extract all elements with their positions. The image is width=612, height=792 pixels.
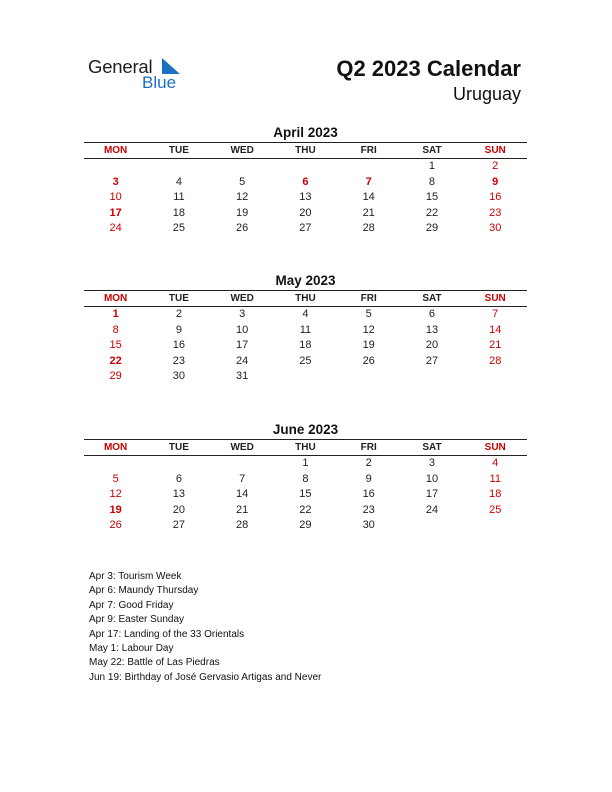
weekday-fri: FRI — [360, 145, 377, 156]
day-cell: 23 — [172, 354, 186, 367]
day-cell: 1 — [302, 457, 309, 469]
day-cell: 25 — [299, 354, 312, 367]
day-cell: 14 — [236, 488, 249, 500]
day-cell: 22 — [425, 206, 439, 219]
holiday-day-cell: 17 — [109, 206, 122, 219]
day-cell: 10 — [425, 472, 439, 485]
holiday-day-cell: 1 — [112, 308, 119, 320]
weekday-tue: TUE — [168, 442, 189, 453]
month-june — [84, 421, 527, 534]
day-cell: 11 — [299, 323, 312, 336]
day-cell: 20 — [425, 339, 439, 351]
empty-day-cell — [464, 369, 527, 385]
holiday-item: Jun 19: Birthday of José Gervasio Artigas and Never — [89, 671, 322, 683]
day-cell: 24 — [236, 354, 249, 367]
day-cell: 20 — [172, 503, 186, 516]
weekday-thu: THU — [295, 293, 316, 304]
logo — [88, 56, 188, 96]
weekday-sun: SUN — [484, 145, 506, 156]
day-cell: 17 — [425, 488, 439, 500]
weekday-mon: MON — [103, 442, 128, 453]
day-cell: 17 — [236, 339, 249, 351]
day-cell: 30 — [172, 370, 186, 382]
day-cell: 10 — [109, 191, 122, 203]
day-cell: 18 — [489, 488, 502, 500]
day-cell: 29 — [109, 370, 122, 382]
day-cell: 12 — [236, 191, 249, 203]
weekday-wed: WED — [230, 442, 254, 453]
day-cell: 10 — [236, 323, 249, 336]
day-cell: 2 — [365, 457, 372, 469]
day-cell: 24 — [109, 222, 122, 234]
day-cell: 2 — [492, 160, 499, 172]
week-row — [84, 456, 527, 472]
day-cell: 8 — [302, 472, 309, 485]
day-cell: 31 — [236, 370, 249, 382]
empty-day-cell — [274, 369, 337, 385]
day-cell: 2 — [175, 308, 182, 320]
empty-day-cell — [84, 456, 147, 472]
empty-day-cell — [400, 518, 463, 534]
day-cell: 28 — [489, 354, 502, 367]
day-cell: 27 — [425, 354, 439, 367]
holiday-item: Apr 6: Maundy Thursday — [89, 585, 199, 597]
day-cell: 24 — [425, 503, 439, 516]
week-row — [84, 338, 527, 354]
weekday-sat: SAT — [422, 293, 442, 304]
week-row — [84, 369, 527, 385]
day-cell: 21 — [236, 503, 249, 516]
week-row — [84, 159, 527, 175]
day-cell: 7 — [239, 472, 246, 485]
day-cell: 13 — [425, 323, 439, 336]
holiday-item: Apr 7: Good Friday — [89, 599, 174, 611]
day-cell: 26 — [236, 222, 249, 234]
holiday-item: May 22: Battle of Las Piedras — [89, 657, 220, 669]
country-name: Uruguay — [452, 84, 521, 104]
day-cell: 27 — [299, 222, 312, 234]
day-cell: 16 — [489, 191, 502, 203]
day-cell: 4 — [492, 457, 499, 469]
weekday-header-row — [84, 142, 527, 159]
day-cell: 18 — [299, 339, 312, 351]
week-row — [84, 221, 527, 237]
day-cell: 26 — [109, 519, 122, 531]
day-cell: 7 — [492, 308, 499, 320]
empty-day-cell — [211, 159, 274, 175]
holiday-item: Apr 9: Easter Sunday — [89, 614, 185, 626]
day-cell: 5 — [365, 308, 372, 320]
week-row — [84, 206, 527, 222]
day-cell: 14 — [362, 191, 375, 203]
day-cell: 23 — [362, 503, 375, 516]
day-cell: 5 — [239, 175, 246, 188]
logo-blue-text: Blue — [142, 73, 177, 92]
day-cell: 19 — [236, 206, 249, 219]
week-row — [84, 518, 527, 534]
day-cell: 4 — [302, 308, 309, 320]
day-cell: 25 — [172, 222, 186, 234]
month-title: May 2023 — [275, 273, 336, 288]
day-cell: 8 — [428, 175, 436, 188]
day-cell: 29 — [299, 519, 312, 531]
holiday-item: Apr 3: Tourism Week — [89, 571, 182, 582]
month-april — [84, 124, 527, 237]
weekday-sun: SUN — [484, 442, 506, 453]
holiday-list — [89, 570, 389, 683]
day-cell: 9 — [365, 472, 372, 485]
empty-day-cell — [211, 456, 274, 472]
weekday-sat: SAT — [422, 442, 442, 453]
empty-day-cell — [337, 369, 400, 385]
empty-day-cell — [337, 159, 400, 175]
day-cell: 14 — [489, 323, 502, 336]
week-row — [84, 503, 527, 519]
empty-day-cell — [464, 518, 527, 534]
day-cell: 29 — [425, 222, 439, 234]
day-cell: 28 — [236, 519, 249, 531]
day-cell: 18 — [172, 206, 186, 219]
month-may — [84, 272, 527, 385]
day-cell: 11 — [489, 472, 501, 485]
day-cell: 3 — [428, 457, 436, 469]
weekday-thu: THU — [295, 442, 316, 453]
weekday-sun: SUN — [484, 293, 506, 304]
day-cell: 3 — [239, 308, 246, 320]
day-cell: 16 — [362, 488, 375, 500]
day-cell: 21 — [362, 206, 375, 219]
holiday-item: May 1: Labour Day — [89, 643, 174, 655]
weekday-thu: THU — [295, 145, 316, 156]
day-cell: 20 — [299, 206, 312, 219]
weekday-wed: WED — [230, 145, 254, 156]
day-cell: 8 — [112, 323, 119, 336]
holiday-day-cell: 3 — [112, 175, 119, 188]
holiday-day-cell: 6 — [302, 175, 309, 188]
day-cell: 26 — [362, 354, 375, 367]
day-cell: 13 — [299, 191, 312, 203]
weekday-mon: MON — [103, 293, 128, 304]
weekday-sat: SAT — [422, 145, 442, 156]
holiday-day-cell: 9 — [492, 175, 499, 188]
month-title: April 2023 — [273, 125, 338, 140]
day-cell: 5 — [112, 472, 119, 485]
day-cell: 27 — [172, 519, 186, 531]
logo-triangle-icon — [162, 58, 180, 74]
week-row — [84, 307, 527, 323]
weekday-wed: WED — [230, 293, 254, 304]
day-cell: 16 — [172, 339, 186, 351]
day-cell: 30 — [489, 222, 502, 234]
weekday-header-row — [84, 290, 527, 307]
day-cell: 22 — [299, 503, 312, 516]
weekday-tue: TUE — [168, 293, 189, 304]
week-row — [84, 175, 527, 191]
day-cell: 19 — [362, 339, 375, 351]
weekday-fri: FRI — [360, 442, 377, 453]
logo-general-text: General — [88, 56, 153, 77]
day-cell: 23 — [489, 206, 502, 219]
day-cell: 12 — [362, 323, 375, 336]
day-cell: 25 — [489, 503, 502, 516]
page-title: Q2 2023 Calendar — [336, 56, 521, 81]
day-cell: 12 — [109, 488, 122, 500]
holiday-day-cell: 22 — [109, 354, 122, 367]
empty-day-cell — [147, 456, 210, 472]
weekday-tue: TUE — [168, 145, 189, 156]
day-cell: 15 — [299, 488, 312, 500]
week-row — [84, 190, 527, 206]
holiday-item: Apr 17: Landing of the 33 Orientals — [89, 628, 245, 640]
day-cell: 15 — [109, 339, 122, 351]
weekday-fri: FRI — [360, 293, 377, 304]
week-row — [84, 323, 527, 339]
week-row — [84, 487, 527, 503]
day-cell: 9 — [175, 323, 182, 336]
day-cell: 6 — [428, 308, 436, 320]
weekday-header-row — [84, 439, 527, 456]
day-cell: 28 — [362, 222, 375, 234]
week-row — [84, 472, 527, 488]
empty-day-cell — [400, 369, 463, 385]
day-cell: 13 — [172, 488, 186, 500]
empty-day-cell — [84, 159, 147, 175]
empty-day-cell — [147, 159, 210, 175]
day-cell: 4 — [175, 175, 182, 188]
day-cell: 30 — [362, 519, 375, 531]
day-cell: 1 — [428, 160, 436, 172]
day-cell: 6 — [175, 472, 182, 485]
weekday-mon: MON — [103, 145, 128, 156]
holiday-day-cell: 19 — [109, 503, 122, 516]
month-title: June 2023 — [272, 422, 339, 437]
holiday-day-cell: 7 — [365, 175, 372, 188]
week-row — [84, 354, 527, 370]
day-cell: 11 — [173, 191, 185, 203]
day-cell: 21 — [489, 339, 502, 351]
empty-day-cell — [274, 159, 337, 175]
day-cell: 15 — [425, 191, 439, 203]
